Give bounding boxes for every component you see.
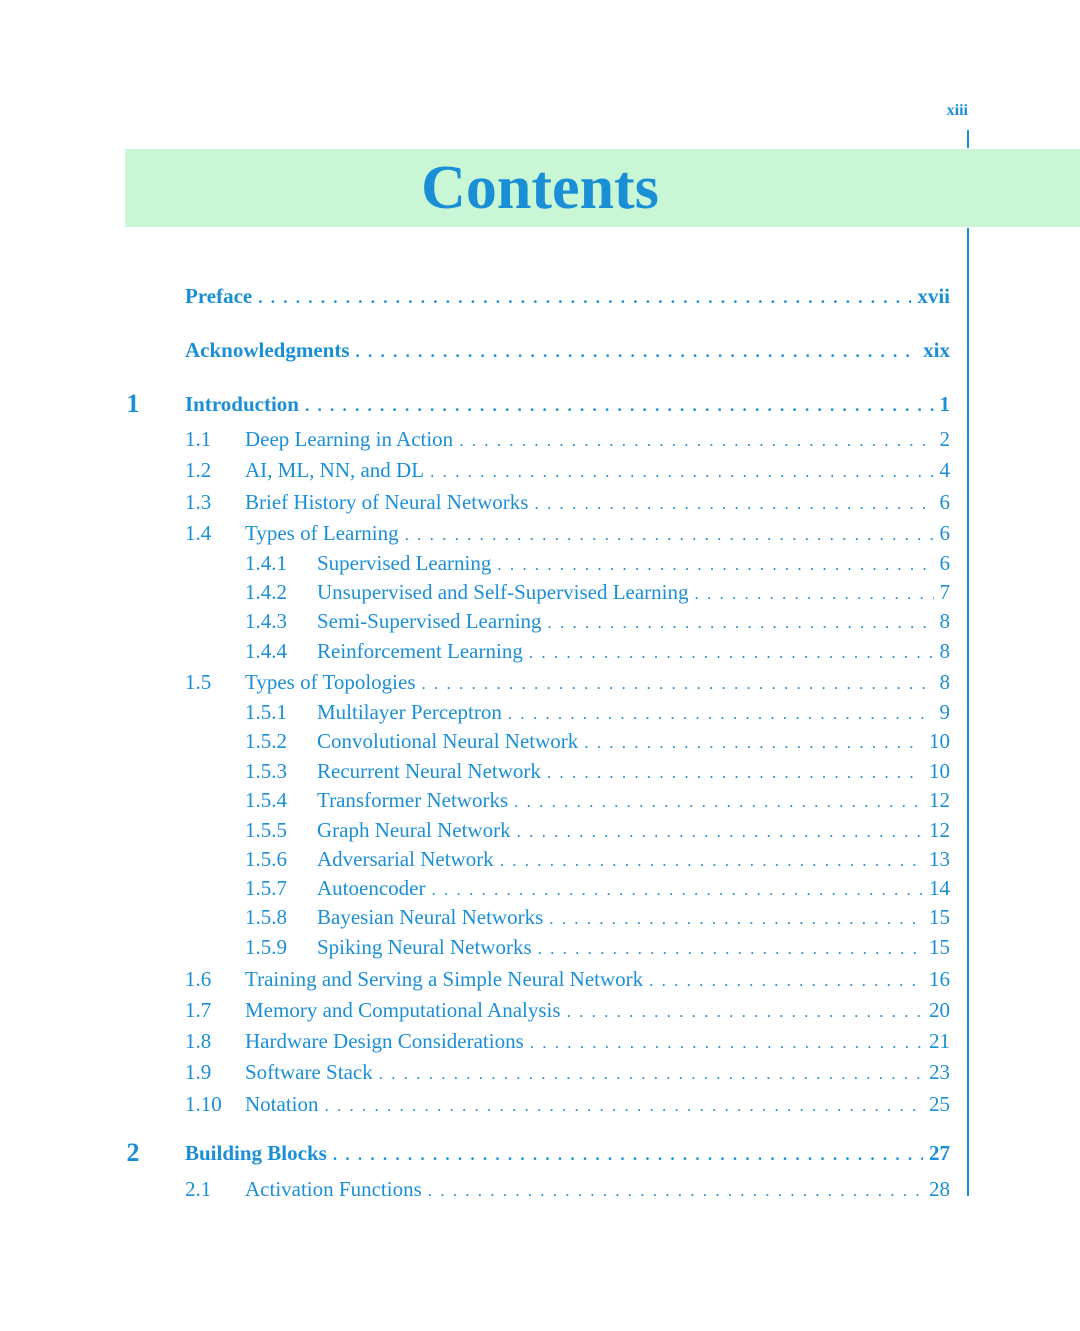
toc-entry-page: 10 — [929, 759, 950, 783]
section-number: 1.4.2 — [245, 580, 287, 604]
toc-entry-section[interactable] — [245, 667, 950, 697]
toc-entry-page: 23 — [929, 1060, 950, 1084]
toc-entry-preface[interactable] — [185, 281, 950, 311]
toc-entry-title: Bayesian Neural Networks — [317, 905, 544, 929]
margin-rule-top — [967, 130, 969, 148]
leader-dots — [514, 787, 923, 817]
toc-entry-section[interactable] — [317, 606, 950, 636]
toc-entry-page: 13 — [929, 847, 950, 871]
toc-entry-page: 7 — [939, 580, 950, 604]
toc-entry-section[interactable] — [245, 1174, 950, 1204]
toc-entry-title: Types of Topologies — [245, 670, 416, 694]
leader-dots — [548, 608, 934, 638]
toc-entry-page: 6 — [939, 551, 950, 575]
section-number: 1.5.7 — [245, 876, 287, 900]
toc-entry-section[interactable] — [317, 932, 950, 962]
chapter-number: 2 — [126, 1138, 140, 1167]
leader-dots — [567, 997, 923, 1027]
toc-entry-section[interactable] — [317, 577, 950, 607]
toc-entry-title: Reinforcement Learning — [317, 639, 523, 663]
leader-dots — [538, 934, 923, 964]
toc-entry-page: 8 — [939, 639, 950, 663]
toc-entry-title: Unsupervised and Self-Supervised Learning — [317, 580, 689, 604]
section-number: 1.1 — [185, 427, 212, 451]
section-number: 1.3 — [185, 490, 212, 514]
toc-entry-page: 12 — [929, 788, 950, 812]
section-number: 1.7 — [185, 998, 212, 1022]
leader-dots — [530, 1028, 923, 1058]
toc-entry-title: Notation — [245, 1092, 319, 1116]
section-number: 1.9 — [185, 1060, 212, 1084]
leader-dots — [405, 520, 934, 550]
section-number: 2.1 — [185, 1177, 212, 1201]
leader-dots — [430, 457, 933, 487]
section-number: 1.5.6 — [245, 847, 287, 871]
section-number: 1.10 — [185, 1092, 222, 1116]
section-number: 1.5.4 — [245, 788, 287, 812]
section-number: 1.5.3 — [245, 759, 287, 783]
toc-entry-page: 6 — [939, 490, 950, 514]
toc-entry-title: Introduction — [185, 392, 299, 416]
leader-dots — [497, 550, 933, 580]
toc-entry-page: 8 — [939, 609, 950, 633]
leader-dots — [459, 426, 933, 456]
toc-entry-page: 15 — [929, 905, 950, 929]
toc-entry-page: 2 — [939, 427, 950, 451]
toc-entry-title: Hardware Design Considerations — [245, 1029, 524, 1053]
toc-entry-title: Autoencoder — [317, 876, 426, 900]
leader-dots — [428, 1176, 923, 1206]
toc-entry-title: Activation Functions — [245, 1177, 422, 1201]
leader-dots — [356, 337, 918, 367]
chapter-number: 1 — [126, 389, 140, 418]
toc-entry-page: 20 — [929, 998, 950, 1022]
toc-entry-section[interactable] — [317, 697, 950, 727]
leader-dots — [508, 699, 934, 729]
section-number: 1.2 — [185, 458, 212, 482]
toc-entry-page: 16 — [929, 967, 950, 991]
toc-entry-section[interactable] — [317, 844, 950, 874]
leader-dots — [534, 489, 933, 519]
leader-dots — [649, 966, 923, 996]
section-number: 1.8 — [185, 1029, 212, 1053]
toc-entry-title: Preface — [185, 284, 253, 308]
toc-entry-title: Software Stack — [245, 1060, 373, 1084]
leader-dots — [422, 669, 934, 699]
section-number: 1.5.8 — [245, 905, 287, 929]
leader-dots — [305, 391, 934, 421]
leader-dots — [584, 728, 923, 758]
section-number: 1.5.5 — [245, 818, 287, 842]
toc-entry-section[interactable] — [245, 424, 950, 454]
toc-entry-page: 9 — [939, 700, 950, 724]
toc-entry-title: Multilayer Perceptron — [317, 700, 502, 724]
toc-entry-page: 12 — [929, 818, 950, 842]
toc-entry-title: Convolutional Neural Network — [317, 729, 579, 753]
margin-rule — [967, 228, 969, 1196]
toc-entry-section[interactable] — [245, 1026, 950, 1056]
toc-entry-section[interactable] — [245, 1089, 950, 1119]
toc-entry-title: Semi-Supervised Learning — [317, 609, 542, 633]
toc-entry-title: Deep Learning in Action — [245, 427, 454, 451]
toc-entry-title: Acknowledgments — [185, 338, 350, 362]
toc-entry-acknowledgments[interactable] — [185, 335, 950, 365]
toc-entry-title: Adversarial Network — [317, 847, 494, 871]
toc-entry-page: 15 — [929, 935, 950, 959]
leader-dots — [500, 846, 923, 876]
toc-entry-title: Brief History of Neural Networks — [245, 490, 529, 514]
section-number: 1.5.9 — [245, 935, 287, 959]
toc-entry-title: Building Blocks — [185, 1141, 327, 1165]
section-number: 1.5.2 — [245, 729, 287, 753]
toc-entry-section[interactable] — [245, 518, 950, 548]
toc-entry-page: 10 — [929, 729, 950, 753]
section-number: 1.4.4 — [245, 639, 287, 663]
leader-dots — [333, 1140, 923, 1170]
toc-entry-page: 25 — [929, 1092, 950, 1116]
leader-dots — [695, 579, 934, 609]
toc-entry-page: 4 — [939, 458, 950, 482]
leader-dots — [379, 1059, 923, 1089]
toc-entry-section[interactable] — [317, 873, 950, 903]
toc-entry-title: Training and Serving a Simple Neural Network — [245, 967, 644, 991]
toc-entry-page: 21 — [929, 1029, 950, 1053]
section-number: 1.5 — [185, 670, 212, 694]
leader-dots — [517, 817, 923, 847]
toc-entry-page: 27 — [929, 1141, 950, 1165]
toc-entry-title: Types of Learning — [245, 521, 399, 545]
section-number: 1.4.1 — [245, 551, 287, 575]
toc-entry-section[interactable] — [317, 902, 950, 932]
page-title: Contents — [421, 154, 659, 222]
leader-dots — [549, 904, 923, 934]
leader-dots — [547, 758, 923, 788]
section-number: 1.4 — [185, 521, 212, 545]
leader-dots — [529, 638, 934, 668]
section-number: 1.4.3 — [245, 609, 287, 633]
leader-dots — [258, 283, 911, 313]
toc-entry-section[interactable] — [245, 995, 950, 1025]
toc-entry-section[interactable] — [317, 756, 950, 786]
toc-entry-section[interactable] — [245, 455, 950, 485]
toc-entry-page: 1 — [939, 392, 950, 416]
toc-entry-section[interactable] — [317, 636, 950, 666]
page-number: xiii — [946, 102, 968, 119]
toc-entry-section[interactable] — [245, 1057, 950, 1087]
toc-entry-title: AI, ML, NN, and DL — [245, 458, 425, 482]
toc-entry-section[interactable] — [317, 785, 950, 815]
leader-dots — [431, 875, 923, 905]
toc-entry-page: 14 — [929, 876, 950, 900]
toc-entry-section[interactable] — [245, 964, 950, 994]
toc-entry-page: 28 — [929, 1177, 950, 1201]
toc-entry-chapter-2[interactable] — [185, 1138, 950, 1168]
toc-entry-section[interactable] — [317, 548, 950, 578]
toc-entry-section[interactable] — [317, 726, 950, 756]
section-number: 1.5.1 — [245, 700, 287, 724]
toc-entry-title: Spiking Neural Networks — [317, 935, 532, 959]
toc-entry-chapter-1[interactable] — [185, 389, 950, 419]
section-number: 1.6 — [185, 967, 212, 991]
toc-entry-section[interactable] — [317, 815, 950, 845]
toc-entry-page: xix — [923, 338, 950, 362]
toc-entry-page: 8 — [939, 670, 950, 694]
toc-entry-title: Supervised Learning — [317, 551, 492, 575]
leader-dots — [325, 1091, 924, 1121]
toc-entry-section[interactable] — [245, 487, 950, 517]
toc-entry-title: Recurrent Neural Network — [317, 759, 541, 783]
toc-entry-title: Transformer Networks — [317, 788, 509, 812]
toc-entry-page: 6 — [939, 521, 950, 545]
toc-entry-title: Memory and Computational Analysis — [245, 998, 561, 1022]
toc-entry-page: xvii — [917, 284, 950, 308]
toc-entry-title: Graph Neural Network — [317, 818, 511, 842]
